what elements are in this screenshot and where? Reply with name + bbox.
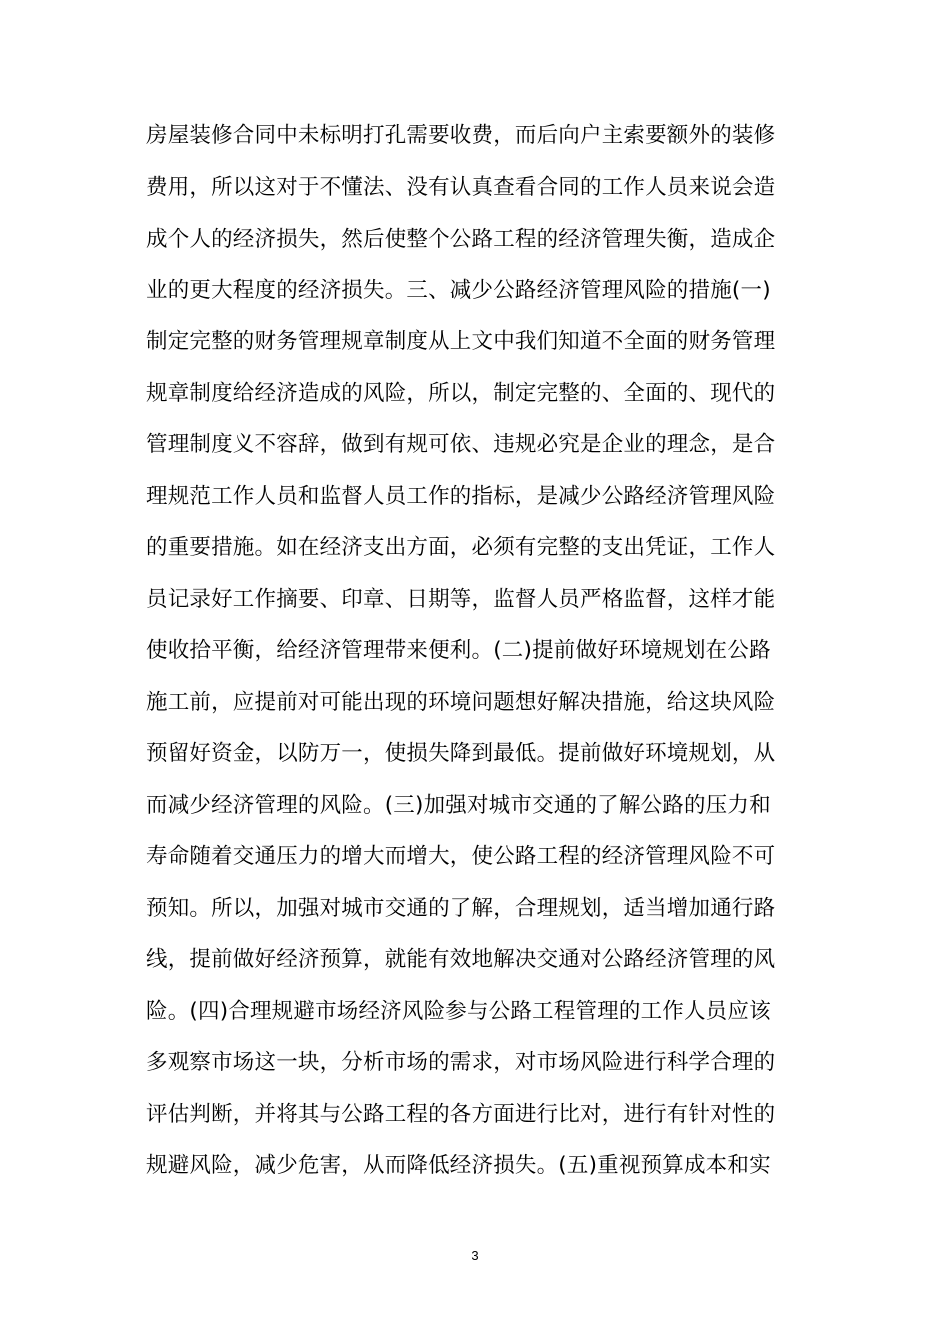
text-line: 员记录好工作摘要、印章、日期等，监督人员严格监督，这样才能 [146, 587, 776, 612]
text-line: 线，提前做好经济预算，就能有效地解决交通对公路经济管理的风 [146, 947, 776, 972]
text-line: 房屋装修合同中未标明打孔需要收费，而后向户主索要额外的装修 [146, 123, 776, 148]
text-line: 管理制度义不容辞，做到有规可依、违规必究是企业的理念，是合 [146, 432, 776, 457]
text-line: 预知。所以，加强对城市交通的了解，合理规划，适当增加通行路 [146, 896, 776, 921]
text-line: 费用，所以这对于不懂法、没有认真查看合同的工作人员来说会造 [146, 175, 776, 200]
text-line: 成个人的经济损失，然后使整个公路工程的经济管理失衡，造成企 [146, 227, 776, 252]
text-line: 评估判断，并将其与公路工程的各方面进行比对，进行有针对性的 [146, 1102, 776, 1127]
text-line: 寿命随着交通压力的增大而增大，使公路工程的经济管理风险不可 [146, 844, 776, 869]
text-line: 使收拾平衡，给经济管理带来便利。(二)提前做好环境规划在公路 [146, 638, 771, 663]
text-line: 多观察市场这一块，分析市场的需求，对市场风险进行科学合理的 [146, 1050, 776, 1075]
text-line: 业的更大程度的经济损失。三、减少公路经济管理风险的措施(一) [146, 278, 771, 303]
text-line: 险。(四)合理规避市场经济风险参与公路工程管理的工作人员应该 [146, 999, 771, 1024]
page-number: 3 [471, 1248, 479, 1263]
text-line: 规章制度给经济造成的风险，所以，制定完整的、全面的、现代的 [146, 381, 776, 406]
text-line: 规避风险，减少危害，从而降低经济损失。(五)重视预算成本和实 [146, 1153, 771, 1178]
text-line: 的重要措施。如在经济支出方面，必须有完整的支出凭证，工作人 [146, 535, 776, 560]
text-line: 制定完整的财务管理规章制度从上文中我们知道不全面的财务管理 [146, 329, 776, 354]
text-line: 施工前，应提前对可能出现的环境问题想好解决措施，给这块风险 [146, 690, 776, 715]
text-line: 而减少经济管理的风险。(三)加强对城市交通的了解公路的压力和 [146, 793, 771, 818]
text-line: 预留好资金，以防万一，使损失降到最低。提前做好环境规划，从 [146, 741, 776, 766]
text-line: 理规范工作人员和监督人员工作的指标，是减少公路经济管理风险 [146, 484, 776, 509]
